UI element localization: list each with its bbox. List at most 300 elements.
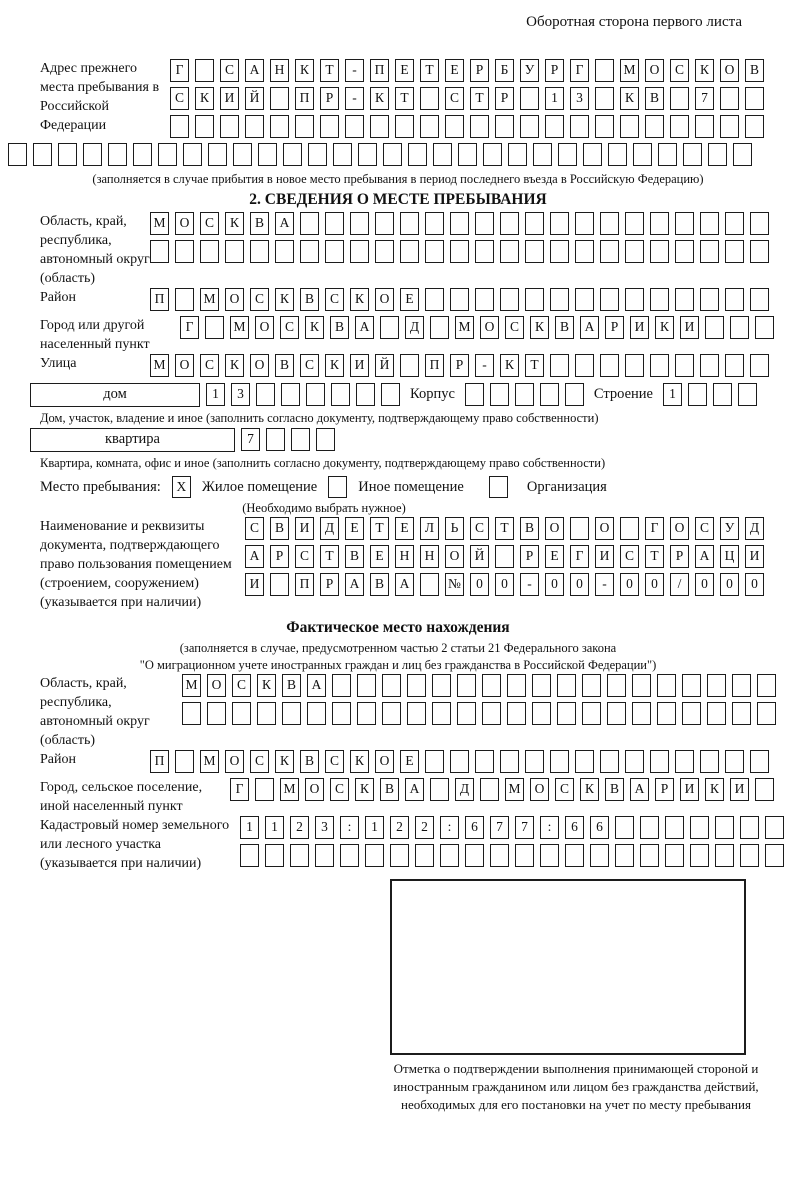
char-cell: К xyxy=(225,212,244,235)
char-cell: А xyxy=(307,674,326,697)
char-cell: 6 xyxy=(465,816,484,839)
actual-location-title: Фактическое место нахождения xyxy=(286,619,510,636)
char-cell xyxy=(306,383,325,406)
char-cell: Р xyxy=(320,573,339,596)
char-cell xyxy=(550,240,569,263)
char-cell xyxy=(700,288,719,311)
char-cell xyxy=(205,316,224,339)
char-cell xyxy=(595,87,614,110)
char-cell: Л xyxy=(420,517,439,540)
char-cell: Г xyxy=(570,59,589,82)
prev-address-rows xyxy=(170,59,764,143)
char-cell xyxy=(665,844,684,867)
char-cell xyxy=(350,240,369,263)
actual-region-row-1 xyxy=(182,674,776,697)
char-cell xyxy=(320,115,339,138)
char-cell xyxy=(175,288,194,311)
stay-place-option-organization: Организация xyxy=(526,478,607,495)
char-cell: Т xyxy=(320,545,339,568)
page-header-note: Оборотная сторона первого листа xyxy=(526,14,742,30)
char-cell: В xyxy=(645,87,664,110)
char-cell xyxy=(281,383,300,406)
char-cell: Й xyxy=(375,354,394,377)
char-cell xyxy=(390,844,409,867)
char-cell xyxy=(650,750,669,773)
char-cell xyxy=(400,240,419,263)
apartment-cells xyxy=(241,428,335,451)
apartment-caption: Квартира, комната, офис и иное (заполнить согласно документу, подтверждающему право собственности) xyxy=(40,456,606,470)
char-cell xyxy=(375,240,394,263)
char-cell: Р xyxy=(450,354,469,377)
char-cell xyxy=(58,143,77,166)
char-cell: С xyxy=(245,517,264,540)
char-cell: Е xyxy=(370,545,389,568)
char-cell xyxy=(725,354,744,377)
house-caption: Дом, участок, владение и иное (заполнить согласно документу, подтверждающему право собственности) xyxy=(40,411,599,425)
char-cell: 1 xyxy=(365,816,384,839)
char-cell: О xyxy=(595,517,614,540)
char-cell xyxy=(625,212,644,235)
char-cell: К xyxy=(355,778,374,801)
char-cell xyxy=(83,143,102,166)
char-cell xyxy=(620,115,639,138)
char-cell xyxy=(565,383,584,406)
char-cell xyxy=(545,115,564,138)
stay-place-label: Место пребывания: xyxy=(40,478,161,495)
char-cell xyxy=(765,816,784,839)
prev-address-row-2 xyxy=(170,87,764,110)
char-cell xyxy=(245,115,264,138)
char-cell: Н xyxy=(270,59,289,82)
char-cell xyxy=(582,702,601,725)
char-cell: В xyxy=(520,517,539,540)
actual-region-rows xyxy=(182,674,776,750)
char-cell: 0 xyxy=(570,573,589,596)
char-cell: В xyxy=(380,778,399,801)
char-cell xyxy=(457,674,476,697)
char-cell xyxy=(533,143,552,166)
char-cell: Г xyxy=(570,545,589,568)
char-cell xyxy=(295,115,314,138)
char-cell xyxy=(357,702,376,725)
char-cell: А xyxy=(630,778,649,801)
char-cell xyxy=(475,212,494,235)
char-cell xyxy=(688,383,707,406)
korpus-cells xyxy=(465,383,584,406)
street-group xyxy=(40,354,800,382)
char-cell: П xyxy=(150,750,169,773)
char-cell xyxy=(316,428,335,451)
char-cell xyxy=(532,702,551,725)
char-cell xyxy=(745,87,764,110)
char-cell xyxy=(207,702,226,725)
char-cell xyxy=(475,750,494,773)
char-cell: Т xyxy=(370,517,389,540)
char-cell xyxy=(675,354,694,377)
char-cell xyxy=(365,844,384,867)
char-cell xyxy=(340,844,359,867)
prev-address-caption: (заполняется в случае прибытия в новое место пребывания в период последнего въезда в Российскую Федерацию) xyxy=(92,172,704,186)
char-cell xyxy=(450,288,469,311)
char-cell xyxy=(755,778,774,801)
char-cell xyxy=(300,212,319,235)
char-cell: 7 xyxy=(515,816,534,839)
char-cell xyxy=(700,212,719,235)
char-cell: Ц xyxy=(720,545,739,568)
char-cell xyxy=(715,844,734,867)
char-cell xyxy=(507,674,526,697)
char-cell xyxy=(657,702,676,725)
char-cell xyxy=(607,674,626,697)
char-cell: Б xyxy=(495,59,514,82)
char-cell: С xyxy=(220,59,239,82)
char-cell xyxy=(732,702,751,725)
char-cell: В xyxy=(282,674,301,697)
char-cell xyxy=(665,816,684,839)
char-cell: О xyxy=(530,778,549,801)
char-cell: В xyxy=(345,545,364,568)
char-cell xyxy=(450,240,469,263)
char-cell: Р xyxy=(655,778,674,801)
char-cell: С xyxy=(200,212,219,235)
char-cell: И xyxy=(680,778,699,801)
street-label: Улица xyxy=(40,356,77,371)
actual-location-note-2: "О миграционном учете иностранных граждан и лиц без гражданства в Российской Федерации") xyxy=(139,658,657,672)
char-cell xyxy=(482,702,501,725)
char-cell xyxy=(457,702,476,725)
char-cell: 0 xyxy=(545,573,564,596)
char-cell xyxy=(256,383,275,406)
prev-address-group xyxy=(40,59,800,143)
char-cell xyxy=(550,354,569,377)
char-cell: Й xyxy=(470,545,489,568)
char-cell xyxy=(425,212,444,235)
char-cell: Е xyxy=(400,750,419,773)
stay-place-checkbox-residential: X xyxy=(172,476,191,498)
char-cell: О xyxy=(175,212,194,235)
char-cell: 6 xyxy=(565,816,584,839)
char-cell: С xyxy=(280,316,299,339)
char-cell: П xyxy=(295,573,314,596)
char-cell: : xyxy=(440,816,459,839)
char-cell: И xyxy=(350,354,369,377)
char-cell: О xyxy=(255,316,274,339)
char-cell: К xyxy=(225,354,244,377)
char-cell: - xyxy=(345,59,364,82)
char-cell: Д xyxy=(455,778,474,801)
district-group xyxy=(40,288,800,316)
char-cell xyxy=(550,212,569,235)
char-cell xyxy=(408,143,427,166)
apartment-row xyxy=(30,427,800,452)
char-cell xyxy=(607,702,626,725)
char-cell xyxy=(382,674,401,697)
char-cell xyxy=(483,143,502,166)
char-cell: Р xyxy=(545,59,564,82)
char-cell xyxy=(682,702,701,725)
char-cell: С xyxy=(445,87,464,110)
char-cell xyxy=(700,750,719,773)
char-cell xyxy=(725,750,744,773)
char-cell: С xyxy=(330,778,349,801)
district-label: Район xyxy=(40,290,76,305)
char-cell xyxy=(450,212,469,235)
char-cell xyxy=(725,288,744,311)
stay-place-row xyxy=(40,474,800,500)
char-cell: С xyxy=(250,288,269,311)
char-cell: А xyxy=(345,573,364,596)
char-cell xyxy=(720,87,739,110)
char-cell xyxy=(432,674,451,697)
char-cell: 3 xyxy=(315,816,334,839)
char-cell: О xyxy=(250,354,269,377)
house-number-cells xyxy=(206,383,400,406)
char-cell: К xyxy=(295,59,314,82)
char-cell xyxy=(291,428,310,451)
char-cell: С xyxy=(325,288,344,311)
char-cell xyxy=(608,143,627,166)
char-cell xyxy=(600,288,619,311)
street-row xyxy=(150,354,769,377)
char-cell: С xyxy=(295,545,314,568)
actual-region-group xyxy=(40,674,800,750)
char-cell xyxy=(370,115,389,138)
char-cell xyxy=(640,816,659,839)
char-cell: В xyxy=(275,354,294,377)
char-cell xyxy=(465,844,484,867)
section2-title: 2. СВЕДЕНИЯ О МЕСТЕ ПРЕБЫВАНИЯ xyxy=(249,191,547,208)
char-cell xyxy=(625,240,644,263)
char-cell xyxy=(632,674,651,697)
char-cell xyxy=(575,750,594,773)
char-cell: К xyxy=(350,288,369,311)
char-cell xyxy=(600,750,619,773)
stay-place-checkbox-other xyxy=(328,476,347,498)
char-cell xyxy=(690,816,709,839)
char-cell xyxy=(620,517,639,540)
char-cell: К xyxy=(275,288,294,311)
char-cell xyxy=(675,212,694,235)
char-cell: Ь xyxy=(445,517,464,540)
char-cell: М xyxy=(505,778,524,801)
char-cell: С xyxy=(470,517,489,540)
char-cell: Г xyxy=(170,59,189,82)
char-cell xyxy=(450,750,469,773)
char-cell: А xyxy=(405,778,424,801)
char-cell xyxy=(225,240,244,263)
char-cell xyxy=(720,115,739,138)
char-cell: П xyxy=(150,288,169,311)
char-cell xyxy=(633,143,652,166)
char-cell: С xyxy=(200,354,219,377)
char-cell: Г xyxy=(645,517,664,540)
char-cell: В xyxy=(270,517,289,540)
char-cell: Т xyxy=(420,59,439,82)
char-cell: Е xyxy=(400,288,419,311)
city-row xyxy=(180,316,774,339)
char-cell xyxy=(675,240,694,263)
char-cell xyxy=(755,316,774,339)
char-cell: А xyxy=(695,545,714,568)
char-cell xyxy=(682,674,701,697)
char-cell: Р xyxy=(670,545,689,568)
house-row xyxy=(30,382,800,407)
char-cell xyxy=(515,383,534,406)
char-cell: К xyxy=(620,87,639,110)
char-cell: Г xyxy=(180,316,199,339)
char-cell: И xyxy=(595,545,614,568)
char-cell: К xyxy=(195,87,214,110)
char-cell: - xyxy=(475,354,494,377)
char-cell xyxy=(650,212,669,235)
cadastral-label: Кадастровый номер земельного или лесного участка (указывается при наличии) xyxy=(40,818,230,871)
char-cell: Е xyxy=(545,545,564,568)
char-cell xyxy=(540,383,559,406)
char-cell: А xyxy=(395,573,414,596)
prev-address-row-1 xyxy=(170,59,764,82)
char-cell xyxy=(195,59,214,82)
char-cell xyxy=(490,383,509,406)
char-cell xyxy=(495,545,514,568)
char-cell: : xyxy=(340,816,359,839)
char-cell: Н xyxy=(395,545,414,568)
char-cell: К xyxy=(655,316,674,339)
char-cell xyxy=(575,212,594,235)
char-cell xyxy=(182,702,201,725)
char-cell xyxy=(332,702,351,725)
actual-city-group xyxy=(40,778,800,816)
actual-district-label: Район xyxy=(40,752,76,767)
char-cell xyxy=(195,115,214,138)
char-cell xyxy=(415,844,434,867)
char-cell xyxy=(307,702,326,725)
char-cell: 0 xyxy=(695,573,714,596)
char-cell: В xyxy=(250,212,269,235)
char-cell: И xyxy=(680,316,699,339)
char-cell xyxy=(740,816,759,839)
char-cell xyxy=(420,87,439,110)
char-cell: С xyxy=(232,674,251,697)
char-cell xyxy=(750,750,769,773)
char-cell xyxy=(420,115,439,138)
char-cell xyxy=(258,143,277,166)
char-cell xyxy=(108,143,127,166)
char-cell: В xyxy=(330,316,349,339)
char-cell xyxy=(430,316,449,339)
char-cell: 0 xyxy=(745,573,764,596)
char-cell xyxy=(325,240,344,263)
actual-region-row-2 xyxy=(182,702,776,725)
char-cell: В xyxy=(555,316,574,339)
char-cell xyxy=(515,844,534,867)
char-cell: О xyxy=(207,674,226,697)
char-cell: Е xyxy=(395,59,414,82)
char-cell xyxy=(730,316,749,339)
char-cell xyxy=(625,288,644,311)
char-cell xyxy=(358,143,377,166)
char-cell: 3 xyxy=(570,87,589,110)
char-cell: С xyxy=(555,778,574,801)
char-cell: 0 xyxy=(620,573,639,596)
char-cell: К xyxy=(275,750,294,773)
char-cell xyxy=(725,212,744,235)
char-cell xyxy=(407,674,426,697)
char-cell: К xyxy=(705,778,724,801)
char-cell: К xyxy=(257,674,276,697)
char-cell xyxy=(508,143,527,166)
char-cell xyxy=(133,143,152,166)
char-cell: С xyxy=(695,517,714,540)
char-cell: 0 xyxy=(470,573,489,596)
char-cell: Т xyxy=(395,87,414,110)
char-cell xyxy=(708,143,727,166)
char-cell xyxy=(707,674,726,697)
actual-location-note-1: (заполняется в случае, предусмотренном частью 2 статьи 21 Федерального закона xyxy=(179,641,617,655)
char-cell xyxy=(570,115,589,138)
char-cell xyxy=(482,674,501,697)
char-cell xyxy=(595,59,614,82)
prev-address-label: Адрес прежнего места пребывания в Российской Федерации xyxy=(40,61,160,133)
char-cell xyxy=(395,115,414,138)
char-cell xyxy=(266,428,285,451)
char-cell: С xyxy=(250,750,269,773)
char-cell xyxy=(432,702,451,725)
char-cell: 3 xyxy=(231,383,250,406)
char-cell: 2 xyxy=(415,816,434,839)
char-cell: Н xyxy=(420,545,439,568)
char-cell: У xyxy=(720,517,739,540)
document-rows xyxy=(245,517,764,612)
char-cell xyxy=(250,240,269,263)
cadastral-row-2 xyxy=(240,844,784,867)
char-cell xyxy=(520,115,539,138)
char-cell xyxy=(750,240,769,263)
char-cell xyxy=(183,143,202,166)
prev-address-row-4 xyxy=(8,143,800,166)
char-cell: М xyxy=(182,674,201,697)
char-cell xyxy=(257,702,276,725)
char-cell: 7 xyxy=(490,816,509,839)
char-cell xyxy=(270,573,289,596)
char-cell xyxy=(350,212,369,235)
char-cell xyxy=(550,750,569,773)
char-cell xyxy=(507,702,526,725)
region-label: Область, край, республика, автономный округ (область) xyxy=(40,214,150,286)
char-cell: О xyxy=(480,316,499,339)
char-cell: И xyxy=(745,545,764,568)
char-cell xyxy=(583,143,602,166)
char-cell xyxy=(356,383,375,406)
char-cell: М xyxy=(620,59,639,82)
confirmation-stamp-box xyxy=(390,879,746,1055)
district-row xyxy=(150,288,769,311)
char-cell: Д xyxy=(745,517,764,540)
char-cell xyxy=(600,354,619,377)
document-row-3 xyxy=(245,573,764,596)
char-cell: А xyxy=(355,316,374,339)
char-cell xyxy=(740,844,759,867)
char-cell xyxy=(532,674,551,697)
char-cell xyxy=(490,844,509,867)
char-cell: С xyxy=(670,59,689,82)
char-cell xyxy=(557,674,576,697)
char-cell xyxy=(333,143,352,166)
char-cell: 1 xyxy=(206,383,225,406)
actual-region-label: Область, край, республика, автономный округ (область) xyxy=(40,676,150,748)
char-cell xyxy=(400,354,419,377)
stay-place-note: (Необходимо выбрать нужное) xyxy=(242,501,406,515)
char-cell xyxy=(750,212,769,235)
